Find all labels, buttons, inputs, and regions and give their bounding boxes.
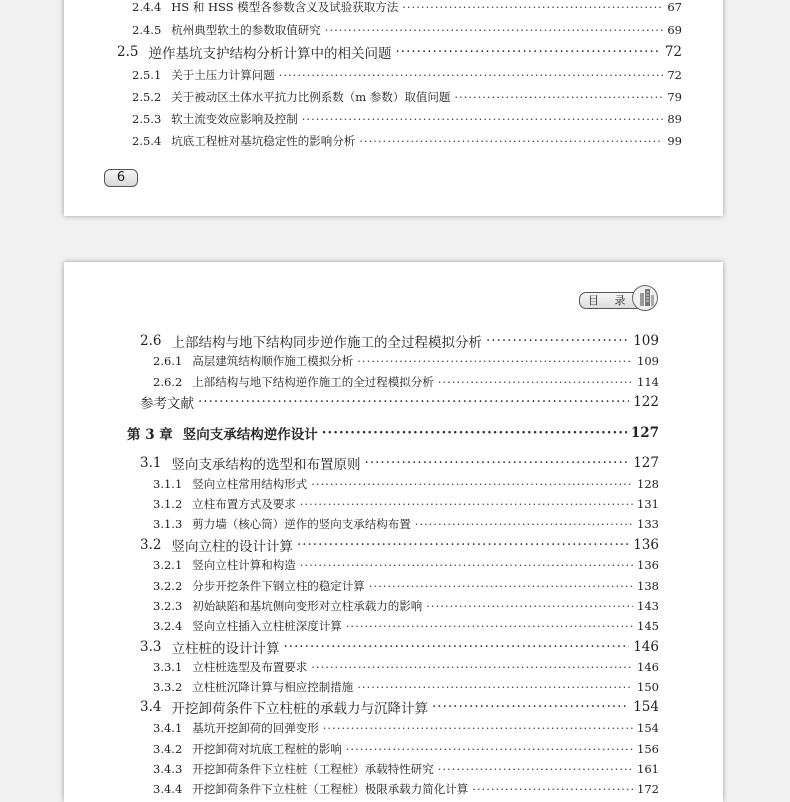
toc-number: 第 3 章 bbox=[127, 427, 173, 443]
leader-dots bbox=[432, 699, 629, 715]
leader-dots bbox=[198, 394, 629, 410]
toc-entry[interactable] bbox=[132, 0, 682, 17]
toc-entry[interactable] bbox=[153, 494, 659, 514]
toc-entry[interactable] bbox=[153, 474, 659, 494]
toc-number: 2.5 bbox=[117, 44, 139, 60]
toc-title: 上部结构与地下结构逆作施工的全过程模拟分析 bbox=[192, 375, 434, 389]
toc-page: 156 bbox=[637, 742, 659, 756]
leader-dots bbox=[486, 333, 629, 349]
toc-entry[interactable] bbox=[153, 739, 659, 759]
toc-title: 竖向立柱计算和构造 bbox=[192, 558, 296, 572]
leader-dots bbox=[346, 742, 633, 756]
toc-chapter[interactable] bbox=[127, 423, 659, 443]
toc-number: 3.3.2 bbox=[153, 680, 183, 694]
leader-dots bbox=[300, 497, 633, 511]
toc-page: 72 bbox=[667, 68, 682, 82]
leader-dots bbox=[346, 619, 633, 633]
toc-number: 2.5.2 bbox=[132, 90, 162, 104]
toc-title: 立柱桩的设计计算 bbox=[171, 641, 280, 657]
toc-number: 3.1.2 bbox=[153, 497, 183, 511]
toc-number: 3.2.2 bbox=[153, 579, 183, 593]
toc-title: 初始缺陷和基坑侧向变形对立柱承载力的影响 bbox=[192, 599, 423, 613]
page-top bbox=[64, 0, 723, 216]
leader-dots bbox=[364, 455, 629, 471]
toc-title: 竖向支承结构逆作设计 bbox=[182, 427, 318, 443]
toc-title: 开挖卸荷条件下立柱桩的承载力与沉降计算 bbox=[171, 701, 428, 717]
toc-number: 2.4.4 bbox=[132, 0, 162, 14]
toc-title: 竖向立柱的设计计算 bbox=[171, 539, 293, 555]
toc-number: 2.5.1 bbox=[132, 68, 162, 82]
toc-page: 172 bbox=[637, 782, 659, 796]
toc-number: 3.4.1 bbox=[153, 721, 183, 735]
toc-page: 131 bbox=[637, 497, 659, 511]
toc-number: 2.6.2 bbox=[153, 375, 183, 389]
toc-number: 3.3.1 bbox=[153, 660, 183, 674]
leader-dots bbox=[283, 639, 629, 655]
toc-page: 138 bbox=[637, 579, 659, 593]
toc-title: 开挖卸荷条件下立柱桩（工程桩）极限承载力简化计算 bbox=[192, 782, 469, 796]
toc-entry[interactable] bbox=[153, 351, 659, 371]
toc-number: 2.6 bbox=[140, 333, 162, 349]
toc-entry[interactable] bbox=[132, 131, 682, 151]
toc-title: 竖向支承结构的选型和布置原则 bbox=[171, 457, 361, 473]
toc-title: 立柱桩沉降计算与相应控制措施 bbox=[192, 680, 354, 694]
toc-number: 3.1.1 bbox=[153, 477, 183, 491]
toc-page: 146 bbox=[633, 639, 659, 655]
leader-dots bbox=[357, 354, 633, 368]
toc-page: 150 bbox=[637, 680, 659, 694]
toc-entry[interactable] bbox=[153, 555, 659, 575]
leader-dots bbox=[323, 721, 633, 735]
toc-number: 2.5.4 bbox=[132, 134, 162, 148]
toc-page: 99 bbox=[667, 134, 682, 148]
leader-dots bbox=[311, 477, 633, 491]
toc-entry[interactable] bbox=[153, 514, 659, 534]
toc-entry[interactable] bbox=[153, 779, 659, 799]
toc-page: 133 bbox=[637, 517, 659, 531]
toc-title: 高层建筑结构顺作施工模拟分析 bbox=[192, 354, 354, 368]
leader-dots bbox=[395, 44, 660, 60]
leader-dots bbox=[369, 579, 633, 593]
toc-page: 146 bbox=[637, 660, 659, 674]
toc-page: 136 bbox=[637, 558, 659, 572]
toc-page: 69 bbox=[667, 23, 682, 37]
toc-title: 开挖卸荷条件下立柱桩（工程桩）承载特性研究 bbox=[192, 762, 434, 776]
toc-number: 2.6.1 bbox=[153, 354, 183, 368]
toc-entry[interactable] bbox=[132, 20, 682, 40]
leader-dots bbox=[415, 517, 633, 531]
toc-page: 122 bbox=[633, 394, 659, 410]
toc-number: 3.3 bbox=[140, 639, 162, 655]
toc-entry-references[interactable] bbox=[140, 392, 659, 412]
leader-dots bbox=[472, 782, 633, 796]
toc-entry[interactable] bbox=[140, 453, 659, 473]
toc-entry[interactable] bbox=[132, 65, 682, 85]
toc-page: 154 bbox=[633, 699, 659, 715]
toc-page: 128 bbox=[637, 477, 659, 491]
toc-entry[interactable] bbox=[153, 596, 659, 616]
toc-entry[interactable] bbox=[140, 331, 659, 351]
leader-dots bbox=[438, 762, 633, 776]
toc-entry[interactable] bbox=[117, 42, 682, 62]
toc-title: 软土流变效应影响及控制 bbox=[171, 112, 298, 126]
toc-title: 逆作基坑支护结构分析计算中的相关问题 bbox=[148, 46, 392, 62]
toc-title: 上部结构与地下结构同步逆作施工的全过程模拟分析 bbox=[171, 335, 482, 351]
leader-dots bbox=[322, 425, 627, 441]
toc-number: 3.2.1 bbox=[153, 558, 183, 572]
leader-dots bbox=[300, 558, 633, 572]
toc-number: 3.1.3 bbox=[153, 517, 183, 531]
toc-entry[interactable] bbox=[153, 576, 659, 596]
toc-title: 关于被动区土体水平抗力比例系数（m 参数）取值问题 bbox=[171, 90, 451, 104]
toc-title: 立柱布置方式及要求 bbox=[192, 497, 296, 511]
toc-entry[interactable] bbox=[132, 109, 682, 129]
toc-page: 89 bbox=[667, 112, 682, 126]
toc-page: 114 bbox=[637, 375, 659, 389]
toc-page: 161 bbox=[637, 762, 659, 776]
toc-title: HS 和 HSS 模型各参数含义及试验获取方法 bbox=[171, 0, 399, 14]
leader-dots bbox=[311, 660, 633, 674]
leader-dots bbox=[297, 537, 629, 553]
toc-number: 2.5.3 bbox=[132, 112, 162, 126]
leader-dots bbox=[426, 599, 633, 613]
toc-title: 竖向立柱常用结构形式 bbox=[192, 477, 308, 491]
toc-title: 关于土压力计算问题 bbox=[171, 68, 275, 82]
leader-dots bbox=[359, 134, 663, 148]
leader-dots bbox=[454, 90, 663, 104]
toc-title: 基坑开挖卸荷的回弹变形 bbox=[192, 721, 319, 735]
toc-page: 79 bbox=[667, 90, 682, 104]
leader-dots bbox=[438, 375, 633, 389]
toc-page: 72 bbox=[664, 44, 682, 60]
page-bottom bbox=[64, 262, 723, 802]
toc-entry[interactable] bbox=[153, 677, 659, 697]
toc-entry[interactable] bbox=[153, 657, 659, 677]
toc-title: 分步开挖条件下钢立柱的稳定计算 bbox=[192, 579, 365, 593]
toc-page: 145 bbox=[637, 619, 659, 633]
toc-number: 3.1 bbox=[140, 455, 162, 471]
toc-entry[interactable] bbox=[153, 372, 659, 392]
toc-title: 参考文献 bbox=[140, 396, 194, 412]
toc-entry[interactable] bbox=[140, 697, 659, 717]
toc-title: 杭州典型软土的参数取值研究 bbox=[171, 23, 321, 37]
toc-number: 3.4.4 bbox=[153, 782, 183, 796]
toc-entry[interactable] bbox=[140, 637, 659, 657]
toc-entry[interactable] bbox=[153, 718, 659, 738]
toc-title: 剪力墙（核心筒）逆作的竖向支承结构布置 bbox=[192, 517, 411, 531]
building-icon bbox=[631, 284, 659, 312]
leader-dots bbox=[302, 112, 664, 126]
toc-title: 开挖卸荷对坑底工程桩的影响 bbox=[192, 742, 342, 756]
toc-page: 127 bbox=[633, 455, 659, 471]
toc-page: 109 bbox=[633, 333, 659, 349]
toc-number: 3.4.2 bbox=[153, 742, 183, 756]
toc-number: 3.4.3 bbox=[153, 762, 183, 776]
toc-number: 3.4 bbox=[140, 699, 162, 715]
toc-title: 竖向立柱插入立柱桩深度计算 bbox=[192, 619, 342, 633]
page-number: 6 bbox=[104, 169, 138, 187]
toc-entry[interactable] bbox=[153, 759, 659, 779]
toc-number: 2.4.5 bbox=[132, 23, 162, 37]
toc-number: 3.2 bbox=[140, 537, 162, 553]
section-header-label: 目 录 bbox=[579, 292, 655, 309]
leader-dots bbox=[357, 680, 633, 694]
leader-dots bbox=[325, 23, 664, 37]
toc-title: 坑底工程桩对基坑稳定性的影响分析 bbox=[171, 134, 356, 148]
toc-page: 136 bbox=[633, 537, 659, 553]
toc-entry[interactable] bbox=[140, 535, 659, 555]
toc-page: 143 bbox=[637, 599, 659, 613]
toc-entry[interactable] bbox=[132, 87, 682, 107]
toc-page: 67 bbox=[667, 0, 682, 14]
toc-page: 154 bbox=[637, 721, 659, 735]
toc-title: 立柱桩选型及布置要求 bbox=[192, 660, 308, 674]
toc-entry[interactable] bbox=[153, 616, 659, 636]
toc-number: 3.2.4 bbox=[153, 619, 183, 633]
leader-dots bbox=[279, 68, 664, 82]
leader-dots bbox=[402, 0, 663, 14]
toc-number: 3.2.3 bbox=[153, 599, 183, 613]
toc-page: 127 bbox=[630, 425, 659, 441]
toc-page: 109 bbox=[637, 354, 659, 368]
